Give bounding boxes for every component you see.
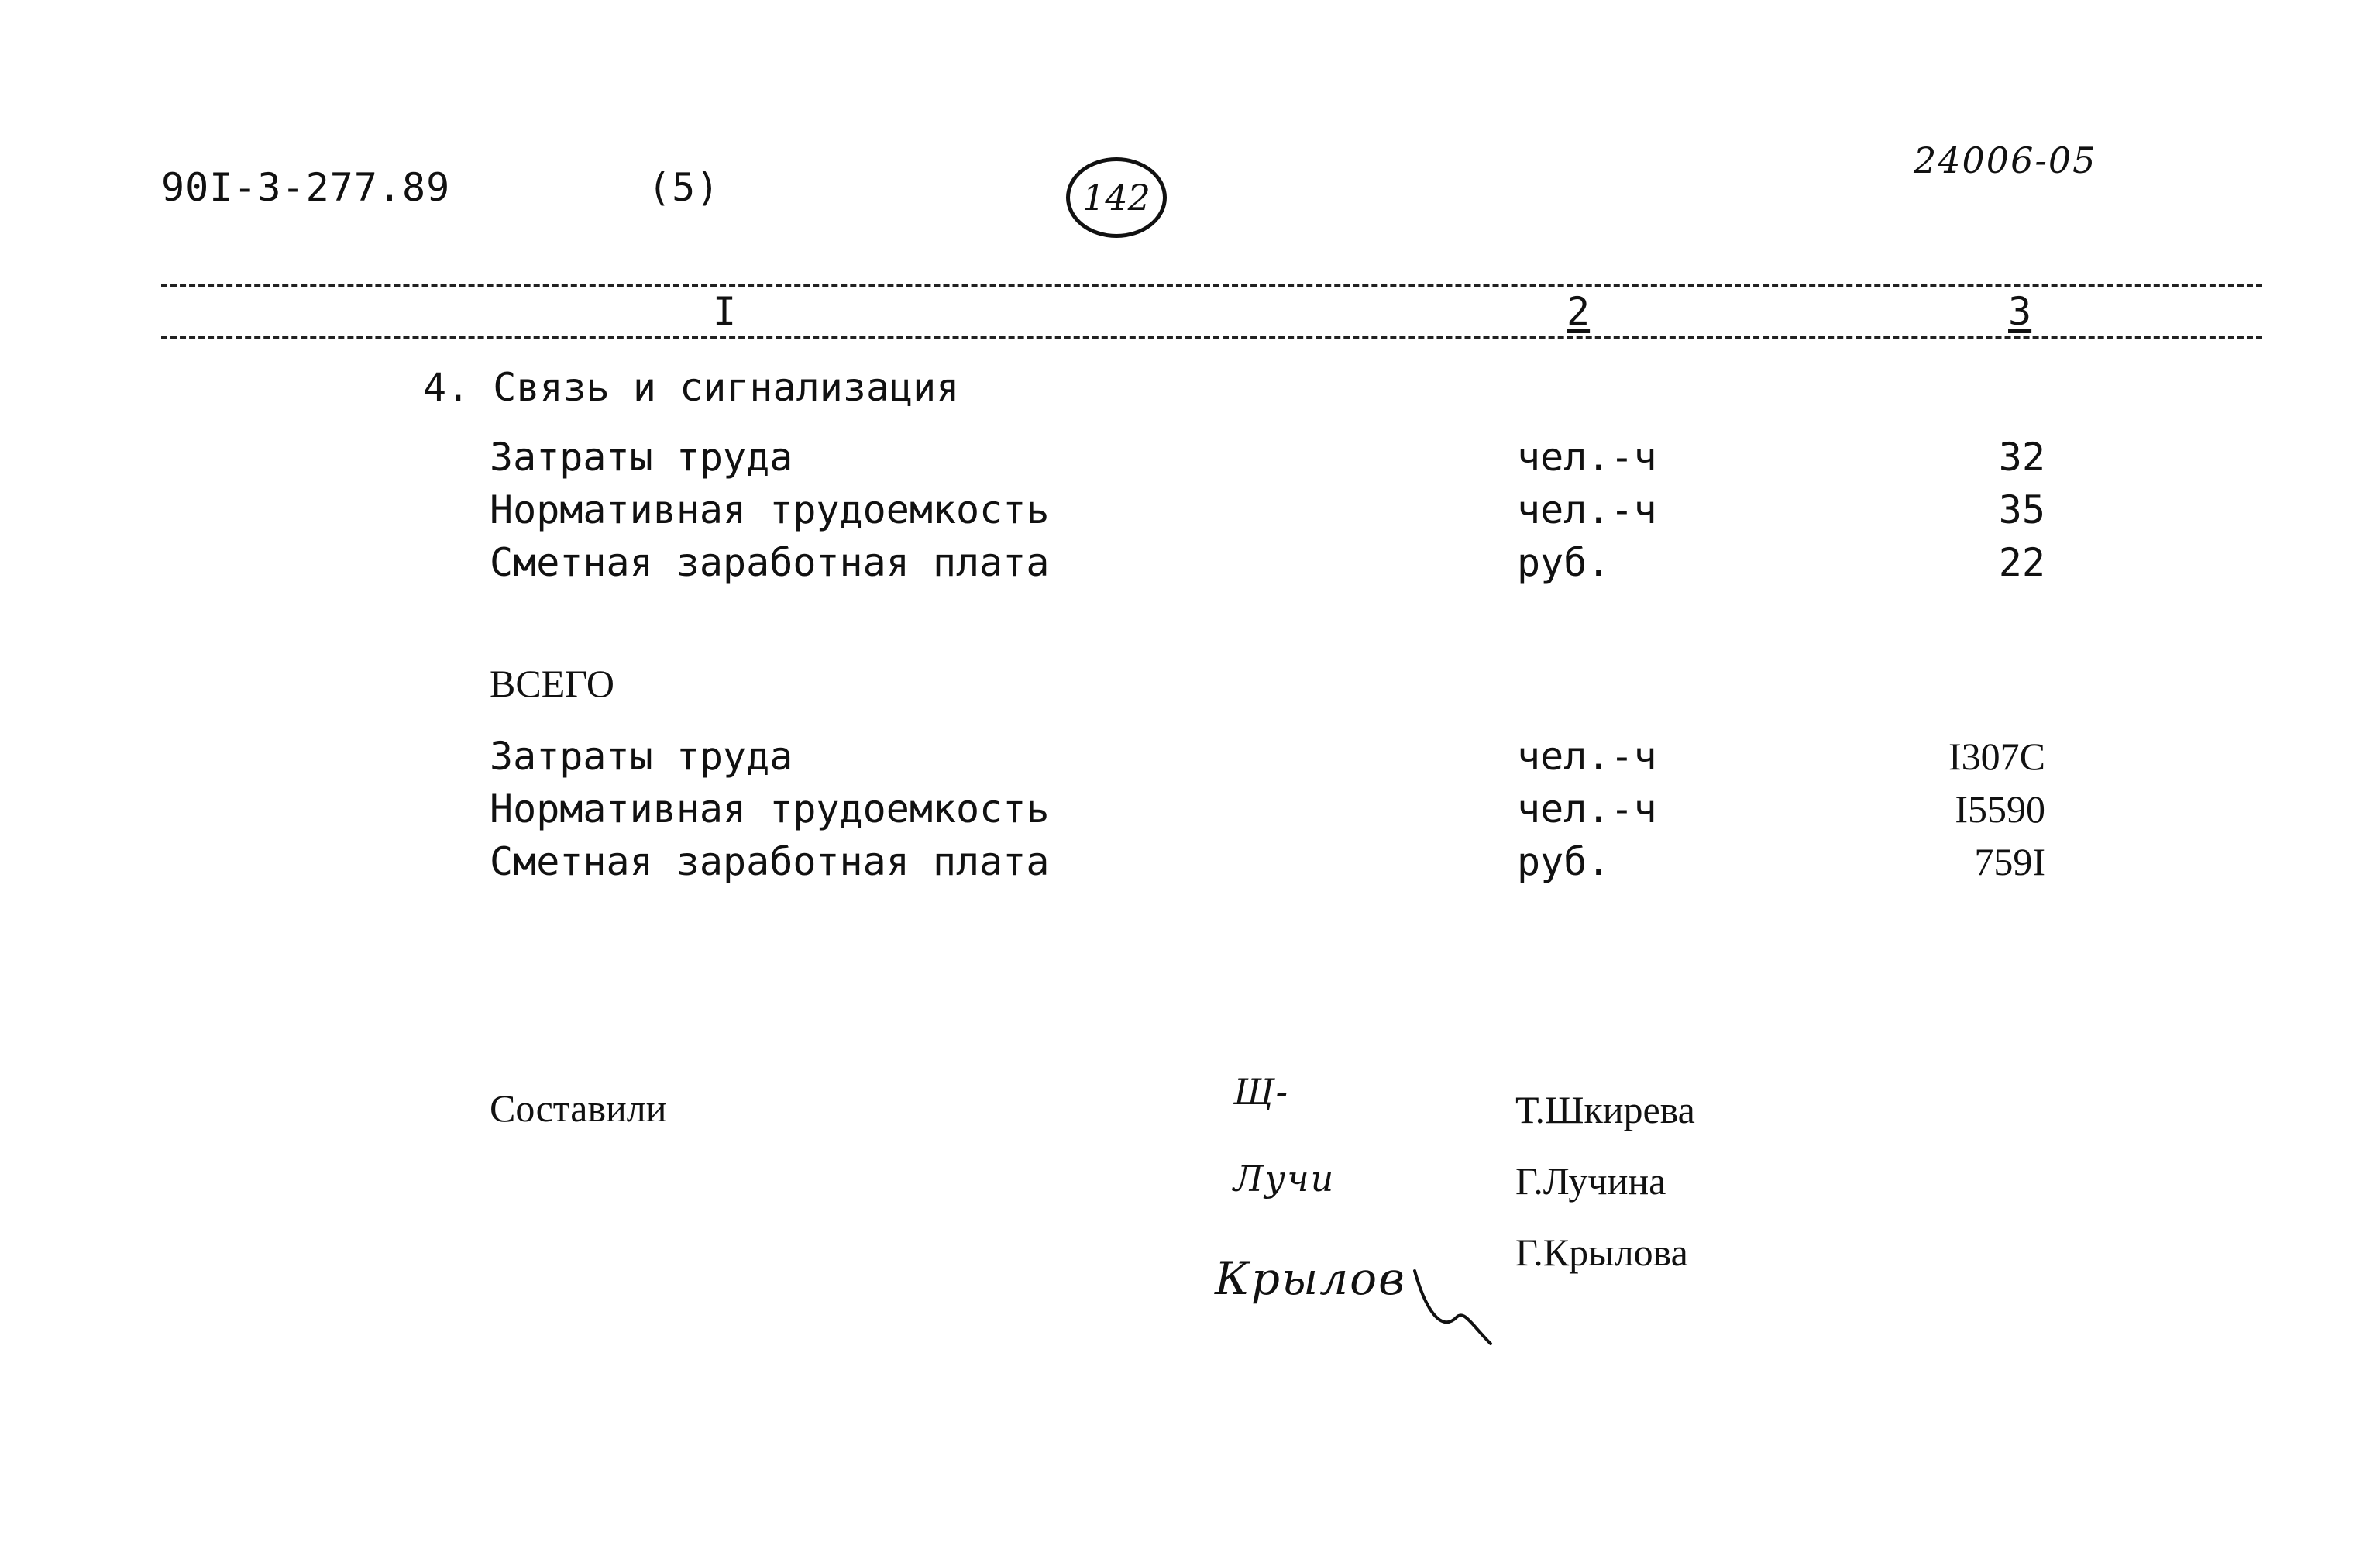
total-row-unit: чел.-ч xyxy=(1517,787,1657,831)
total-row-label: Затраты труда xyxy=(490,734,793,779)
document-code: 90I-3-277.89 xyxy=(161,165,451,210)
page-number: 142 xyxy=(1082,177,1150,219)
compiler-name-2: Г.Лучина xyxy=(1515,1159,1666,1203)
section-row-value: 32 xyxy=(1998,435,2045,480)
signature-3: Крылов xyxy=(1215,1252,1406,1305)
column-number-2: 2 xyxy=(1567,289,1591,334)
inventory-number: 24006-05 xyxy=(1914,139,2097,181)
section-row-unit: чел.-ч xyxy=(1517,435,1657,480)
compiler-name-1: Т.Шкирева xyxy=(1515,1088,1695,1131)
table-bottom-rule xyxy=(161,336,2262,339)
section-row-label: Затраты труда xyxy=(490,435,793,480)
column-number-3: 3 xyxy=(2008,289,2032,334)
section-row-label: Сметная заработная плата xyxy=(490,540,1050,585)
page-number-stamp xyxy=(1066,157,1167,238)
section-title: 4. Связь и сигнализация xyxy=(423,365,960,410)
part-number: (5) xyxy=(648,165,721,210)
section-row-label: Нормативная трудоемкость xyxy=(490,487,1050,532)
section-row-value: 22 xyxy=(1998,540,2045,585)
total-row-label: Нормативная трудоемкость xyxy=(490,787,1050,831)
total-row-label: Сметная заработная плата xyxy=(490,839,1050,884)
column-number-1: I xyxy=(713,289,737,334)
compilers-label: Составили xyxy=(490,1086,667,1130)
signature-flourish xyxy=(1410,1248,1495,1348)
section-row-unit: чел.-ч xyxy=(1517,487,1657,532)
total-row-unit: чел.-ч xyxy=(1517,734,1657,779)
total-row-unit: руб. xyxy=(1517,839,1611,884)
section-row-value: 35 xyxy=(1998,487,2045,532)
total-row-value: I307C xyxy=(1948,735,2045,778)
compiler-name-3: Г.Крылова xyxy=(1515,1231,1688,1274)
signature-2: Лучи xyxy=(1233,1158,1336,1200)
total-title: ВСЕГО xyxy=(490,662,615,705)
total-row-value: 759I xyxy=(1974,840,2045,883)
section-row-unit: руб. xyxy=(1517,540,1611,585)
signature-1: Щ- xyxy=(1233,1071,1290,1113)
table-top-rule xyxy=(161,284,2262,287)
total-row-value: I5590 xyxy=(1955,787,2045,831)
